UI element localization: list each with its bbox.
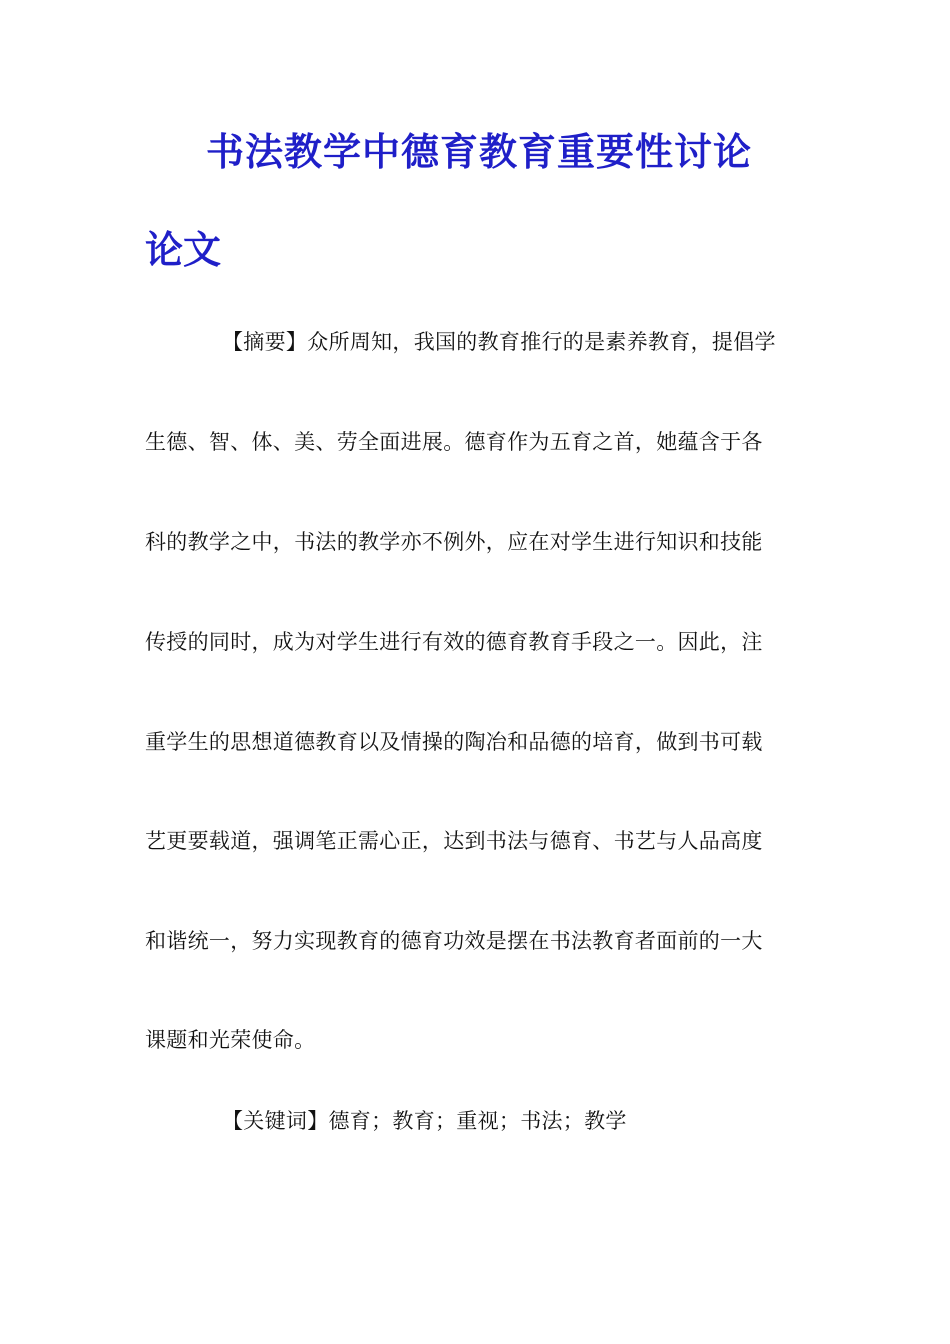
abstract-line-4: 传授的同时，成为对学生进行有效的德育教育手段之一。因此，注 <box>145 630 763 654</box>
abstract-line-6: 艺更要载道，强调笔正需心正，达到书法与德育、书艺与人品高度 <box>145 829 763 853</box>
abstract-line-5: 重学生的思想道德教育以及情操的陶冶和品德的培育，做到书可载 <box>145 730 763 754</box>
abstract-line-7: 和谐统一，努力实现教育的德育功效是摆在书法教育者面前的一大 <box>145 929 763 953</box>
document-title-line-1: 书法教学中德育教育重要性讨论 <box>206 129 753 174</box>
abstract-line-3: 科的教学之中，书法的教学亦不例外，应在对学生进行知识和技能 <box>145 530 763 554</box>
abstract-line-1: 【摘要】众所周知，我国的教育推行的是素养教育，提倡学 <box>222 330 776 354</box>
document-title-line-2: 论文 <box>145 227 222 272</box>
keywords-line: 【关键词】德育；教育；重视；书法；教学 <box>222 1109 627 1133</box>
abstract-line-8: 课题和光荣使命。 <box>145 1028 316 1052</box>
abstract-line-2: 生德、智、体、美、劳全面进展。德育作为五育之首，她蕴含于各 <box>145 430 763 454</box>
